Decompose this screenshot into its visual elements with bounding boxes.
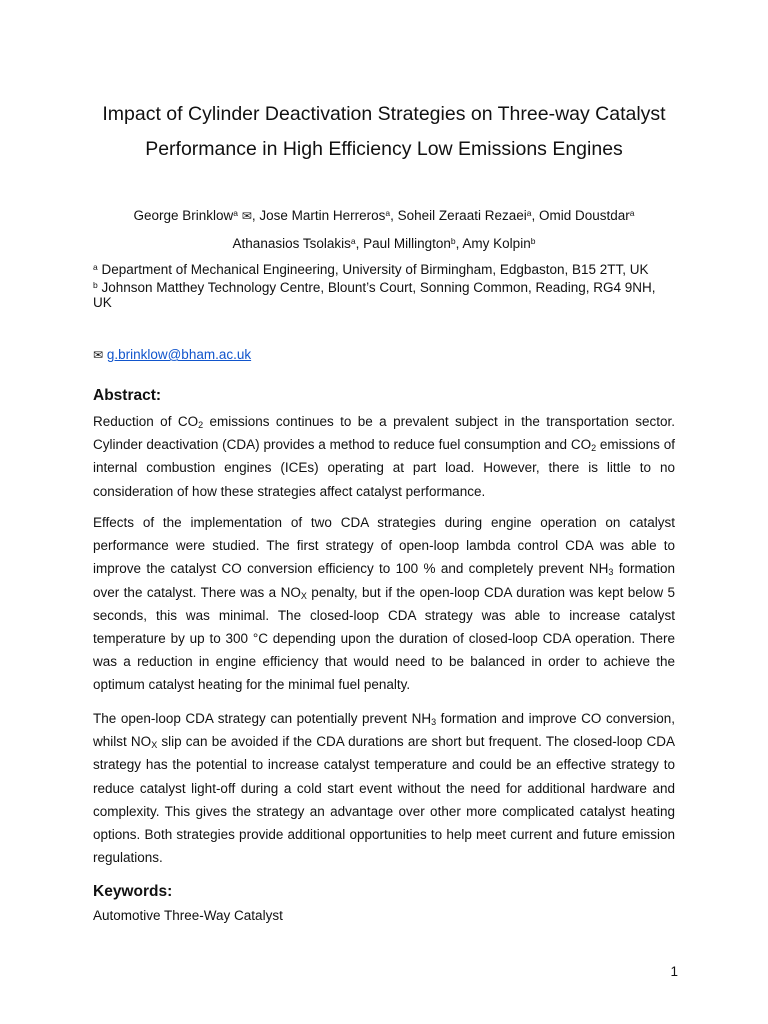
author-name: Paul Millington [363,236,451,251]
author-list [60,202,708,257]
chemical-subscript: X [151,740,158,751]
paper-title: Impact of Cylinder Deactivation Strategies on Three-way Catalyst Performance in High Efficiency Low Emissions Engines [102,103,666,160]
email-link[interactable]: g.brinklow@bham.ac.uk [106,347,252,362]
author-line-1: George Brinklow$^a$ ✉, Jose Martin Herreros$^a$, Soheil Zeraati Rezaei$^a$, Omid Doustdar$^a$ [133,208,635,223]
keywords-heading: Keywords: [93,883,173,900]
author-affiliation-mark: b [530,236,536,246]
abstract-paragraph-1: Reduction of $CO_2$ emissions continues to be a prevalent subject in the transportation sector. Cylinder deactivation (CDA) provides a method to reduce fuel consumption and $CO_2$ emissions of internal combustion engines (ICEs) operating at part load. However, there is little to no consideration of how these strategies affect catalyst performance. [93,414,675,499]
author-name: George Brinklow [133,208,234,223]
author-affiliation-mark: a [526,208,532,218]
chemical-subscript: 3 [431,717,437,727]
chemical-subscript: 2 [591,443,597,454]
abstract-heading: Abstract: [93,387,162,404]
author-affiliation-mark: a [385,208,391,218]
affiliation-a [93,262,675,278]
author-line-2: Athanasios Tsolakis$^a$, Paul Millington$^b$, Amy Kolpin$^b$ [232,236,536,251]
affiliations [93,262,675,313]
abstract-paragraph-2: Effects of the implementation of two CDA strategies during engine operation on catalyst performance were studied. The first strategy of open-loop lambda control CDA was able to improve the catalyst CO conversion efficiency to 100 % and completely prevent $NH_3$ formation over the catalyst. There was a $NO_X$ penalty, but if the open-loop CDA duration was kept below 5 seconds, this was minimal. The closed-loop CDA strategy was able to increase catalyst temperature by up to 300 °C depending upon the duration of closed-loop CDA operation. There was a reduction in engine efficiency that would need to be balanced in order to achieve the optimum catalyst heating for the minimal fuel penalty. [93,515,675,693]
chemical-subscript: X [300,590,307,601]
affiliation-text: Johnson Matthey Technology Centre, Blount’s Court, Sonning Common, Reading, RG4 9NH, UK [93,279,656,310]
author-affiliation-mark: a [350,236,356,246]
envelope-icon: ✉ [241,209,252,223]
page-number: 1 [670,964,678,979]
author-name: Amy Kolpin [462,236,531,251]
author-affiliation-mark: a [629,208,635,218]
author-name: Soheil Zeraati Rezaei [397,208,527,223]
corresponding-contact [93,346,251,364]
envelope-icon: ✉ [93,348,104,362]
author-affiliation-mark: a [233,208,239,218]
affiliation-b [93,280,675,311]
affiliation-mark: b [93,279,98,290]
affiliation-text: Department of Mechanical Engineering, University of Birmingham, Edgbaston, B15 2TT, UK [97,262,649,277]
author-affiliation-mark: b [450,236,456,246]
author-name: Omid Doustdar [538,208,630,223]
affiliation-mark: a [93,262,98,272]
author-name: Athanasios Tsolakis [232,236,351,251]
keywords-text: Automotive Three-Way Catalyst [93,908,283,923]
author-name: Jose Martin Herreros [259,208,386,223]
chemical-subscript: 3 [608,567,614,578]
chemical-subscript: 2 [198,420,204,430]
abstract-paragraph-3: The open-loop CDA strategy can potentially prevent $NH_3$ formation and improve CO conversion, whilst $NO_X$ slip can be avoided if the CDA durations are short but frequent. The closed-loop CDA strategy has the potential to increase catalyst temperature and could be an effective strategy to reduce catalyst light-off during a cold start event without the need for additional hardware and complexity. This gives the strategy an advantage over other more complicated catalyst heating options. Both strategies provide additional opportunities to help meet current and future emission regulations. [93,711,676,866]
